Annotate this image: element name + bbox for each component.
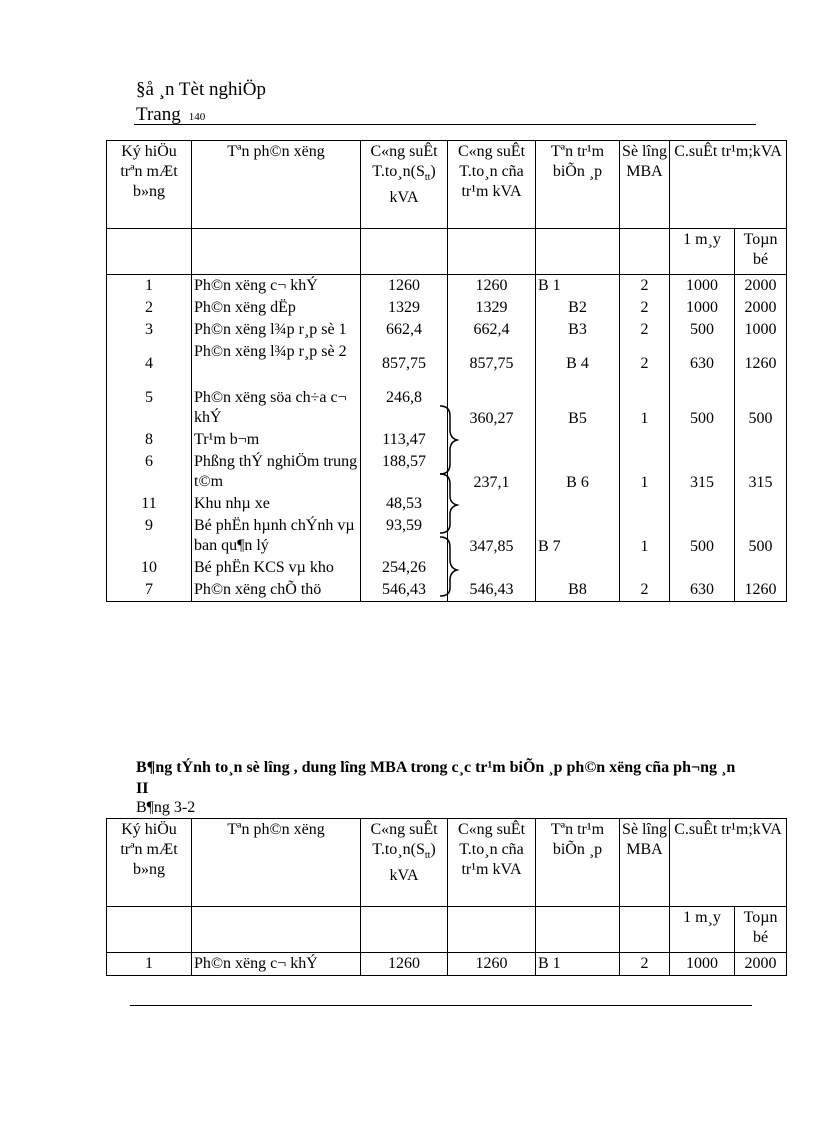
row-name: Bé phËn hµnh chÝnh vµ ban qu¶n lý	[192, 515, 361, 557]
col-header-station-power: C«ng suÊt T.to¸n cña tr¹m kVA	[448, 819, 536, 907]
row-one-machine: 630	[670, 579, 735, 602]
row-name: Ph©n xëng l¾p r¸p sè 2	[192, 341, 361, 387]
group-count: 1	[620, 515, 670, 579]
col-header-capacity: C.suÊt tr¹m;kVA	[670, 141, 787, 229]
row-count: 2	[620, 297, 670, 319]
group-one-machine: 500	[670, 387, 735, 451]
row-id: 7	[107, 579, 192, 602]
col-header-station: Tªn tr¹m biÕn ¸p	[536, 141, 620, 229]
row-station: B8	[536, 579, 620, 602]
row-total: 1260	[735, 341, 787, 387]
section-title: B¶ng tÝnh to¸n sè lîng , dung lîng MBA trong c¸c tr¹m biÕn ¸p ph©n xëng cña ph¬ng ¸n II	[136, 759, 736, 797]
col-header-capacity: C.suÊt tr¹m;kVA	[670, 819, 787, 907]
row-station: B 4	[536, 341, 620, 387]
row-id: 6	[107, 451, 192, 493]
row-total: 1000	[735, 319, 787, 341]
col-header-power	[361, 141, 448, 229]
table-subheader-row	[107, 229, 787, 275]
col-header-one-machine: 1 m¸y	[670, 907, 735, 953]
col-header-symbol: Ký hiÖu trªn mÆt b»ng	[107, 819, 192, 907]
group-station: B5	[536, 387, 620, 451]
row-station-power: 1260	[448, 275, 536, 298]
row-name: Ph©n xëng söa ch÷a c¬ khÝ	[192, 387, 361, 429]
row-name: Bé phËn KCS vµ kho	[192, 557, 361, 579]
page-label-text: Trang	[136, 104, 181, 125]
group-count: 1	[620, 451, 670, 515]
row-id: 8	[107, 429, 192, 451]
group-total: 315	[735, 451, 787, 515]
row-power: 1329	[361, 297, 448, 319]
col-header-count: Sè lîng MBA	[620, 819, 670, 907]
row-count: 2	[620, 953, 670, 976]
transformer-table-1	[106, 140, 787, 602]
table-row	[107, 341, 787, 387]
row-total: 2000	[735, 275, 787, 298]
group-one-machine: 500	[670, 515, 735, 579]
group-total: 500	[735, 387, 787, 451]
group-station-power: 360,27	[448, 387, 536, 451]
row-station-power: 857,75	[448, 341, 536, 387]
row-power: 246,8	[361, 387, 448, 429]
header-divider	[134, 124, 756, 125]
transformer-table-2	[106, 818, 787, 976]
table-row	[107, 319, 787, 341]
row-total: 2000	[735, 953, 787, 976]
row-id: 9	[107, 515, 192, 557]
group-station: B 7	[536, 515, 620, 579]
group-station-power: 347,85	[448, 515, 536, 579]
row-total: 2000	[735, 297, 787, 319]
row-id: 10	[107, 557, 192, 579]
col-header-symbol: Ký hiÖu trªn mÆt b»ng	[107, 141, 192, 229]
row-one-machine: 1000	[670, 297, 735, 319]
col-header-power-b: ) kVA	[389, 163, 436, 207]
row-name: Phßng thÝ nghiÖm trung t©m	[192, 451, 361, 493]
group-count: 1	[620, 387, 670, 451]
row-station: B 1	[536, 275, 620, 298]
row-name: Ph©n xëng c¬ khÝ	[192, 953, 361, 976]
table-row	[107, 387, 787, 429]
row-power: 1260	[361, 953, 448, 976]
row-power: 857,75	[361, 341, 448, 387]
group-one-machine: 315	[670, 451, 735, 515]
footer-divider	[130, 1005, 752, 1006]
row-id: 2	[107, 297, 192, 319]
row-power: 93,59	[361, 515, 448, 557]
row-power: 254,26	[361, 557, 448, 579]
group-station: B 6	[536, 451, 620, 515]
row-power: 1260	[361, 275, 448, 298]
row-name: Ph©n xëng l¾p r¸p sè 1	[192, 319, 361, 341]
row-station: B2	[536, 297, 620, 319]
row-id: 5	[107, 387, 192, 429]
row-count: 2	[620, 341, 670, 387]
table-row	[107, 953, 787, 976]
row-count: 2	[620, 275, 670, 298]
row-id: 4	[107, 341, 192, 387]
row-power: 662,4	[361, 319, 448, 341]
row-id: 1	[107, 275, 192, 298]
col-header-count: Sè lîng MBA	[620, 141, 670, 229]
table-header-row	[107, 819, 787, 907]
col-header-power-b: ) kVA	[389, 841, 436, 885]
page-number: 140	[188, 111, 206, 123]
table-row	[107, 275, 787, 298]
table-row	[107, 451, 787, 493]
col-header-station: Tªn tr¹m biÕn ¸p	[536, 819, 620, 907]
row-one-machine: 1000	[670, 953, 735, 976]
row-power: 188,57	[361, 451, 448, 493]
row-count: 2	[620, 579, 670, 602]
row-station-power: 662,4	[448, 319, 536, 341]
col-header-name: Tªn ph©n xëng	[192, 141, 361, 229]
row-station-power: 1329	[448, 297, 536, 319]
row-station: B 1	[536, 953, 620, 976]
col-header-total: Toµn bé	[735, 229, 787, 275]
col-header-power	[361, 819, 448, 907]
group-station-power: 237,1	[448, 451, 536, 515]
row-id: 11	[107, 493, 192, 515]
row-one-machine: 500	[670, 319, 735, 341]
row-power: 546,43	[361, 579, 448, 602]
table-subheader-row	[107, 907, 787, 953]
col-header-power-sub: tt	[424, 172, 431, 184]
row-power: 113,47	[361, 429, 448, 451]
row-station-power: 1260	[448, 953, 536, 976]
row-station: B3	[536, 319, 620, 341]
row-name: Tr¹m b¬m	[192, 429, 361, 451]
row-id: 1	[107, 953, 192, 976]
table-caption: B¶ng 3-2	[136, 799, 196, 816]
row-one-machine: 1000	[670, 275, 735, 298]
col-header-name: Tªn ph©n xëng	[192, 819, 361, 907]
row-name: Khu nhµ xe	[192, 493, 361, 515]
row-id: 3	[107, 319, 192, 341]
col-header-one-machine: 1 m¸y	[670, 229, 735, 275]
col-header-station-power: C«ng suÊt T.to¸n cña tr¹m kVA	[448, 141, 536, 229]
row-total: 1260	[735, 579, 787, 602]
group-total: 500	[735, 515, 787, 579]
col-header-total: Toµn bé	[735, 907, 787, 953]
col-header-power-sub: tt	[424, 850, 431, 862]
row-one-machine: 630	[670, 341, 735, 387]
row-power: 48,53	[361, 493, 448, 515]
col-header-power-a: C«ng suÊt T.to¸n(S	[370, 143, 438, 180]
document-title: §å ¸n Tèt nghiÖp	[136, 79, 266, 100]
col-header-power-a: C«ng suÊt T.to¸n(S	[370, 821, 438, 858]
row-name: Ph©n xëng c¬ khÝ	[192, 275, 361, 298]
row-name: Ph©n xëng chÕ thö	[192, 579, 361, 602]
table-row	[107, 297, 787, 319]
page-label	[136, 104, 205, 126]
table-row	[107, 515, 787, 557]
row-name: Ph©n xëng dËp	[192, 297, 361, 319]
table-row	[107, 579, 787, 602]
row-count: 2	[620, 319, 670, 341]
row-station-power: 546,43	[448, 579, 536, 602]
table-header-row	[107, 141, 787, 229]
